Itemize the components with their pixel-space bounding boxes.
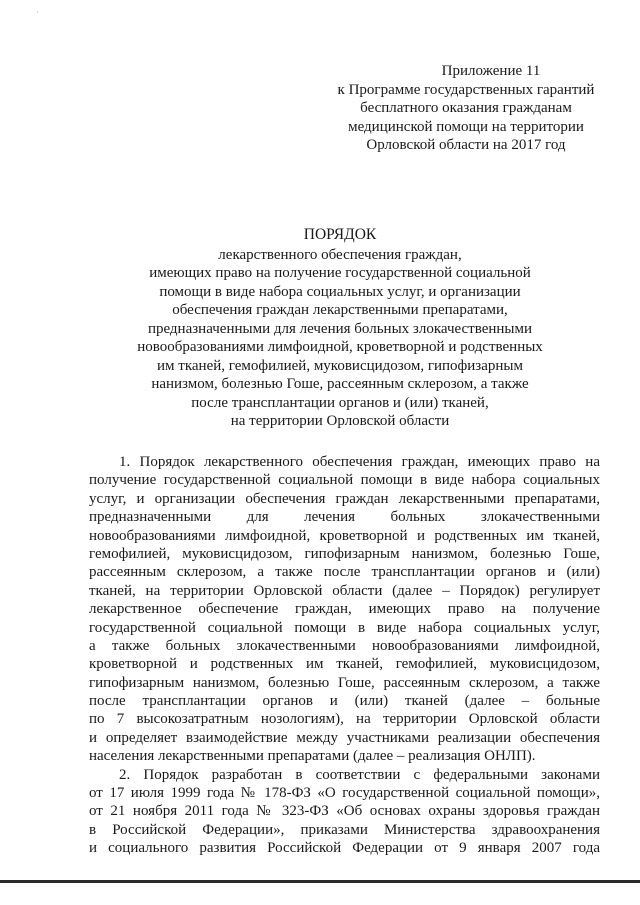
appendix-line: бесплатного оказания гражданам — [360, 100, 572, 116]
paragraph-1-line: по 7 высокозатратным нозологиям), на территории Орловской области — [89, 711, 600, 728]
paragraph-2-line: от 21 ноября 2011 года № 323-ФЗ «Об основах охраны здоровья граждан — [89, 803, 600, 820]
paragraph-2-line: в Российской Федерации», приказами Министерства здравоохранения — [89, 821, 600, 838]
title-line: им тканей, гемофилией, муковисцидозом, гипофизарным — [157, 357, 523, 374]
paragraph-1-line: тканей, на территории Орловской области (далее – Порядок) регулирует — [89, 582, 600, 599]
title-line: новообразованиями лимфоидной, кроветворной и родственных — [137, 339, 543, 355]
title-line: предназначенными для лечения больных злокачественными — [147, 320, 533, 337]
paragraph-1-line: рассеянным склерозом, а также после трансплантации органов и (или) — [89, 564, 600, 581]
title-line: на территории Орловской области — [230, 413, 450, 429]
document-body — [89, 453, 600, 858]
appendix-line: Орловской области на 2017 год — [366, 137, 566, 153]
title-line: после трансплантации органов и (или) тканей, — [191, 394, 489, 411]
paragraph-1-line: населения лекарственными препаратами (далее – реализация ОНЛП). — [89, 748, 536, 765]
paragraph-1-line: государственной социальной помощи в виде набора социальных услуг, — [89, 619, 600, 636]
title-heading: ПОРЯДОК — [303, 226, 377, 243]
title-line: помощи в виде набора социальных услуг, и организации — [159, 283, 521, 300]
title-line: нанизмом, болезнью Гоше, рассеянным склерозом, а также — [151, 376, 529, 392]
document-title — [80, 226, 600, 431]
appendix-line: Приложение 11 — [441, 63, 541, 79]
title-line: лекарственного обеспечения граждан, — [218, 246, 462, 263]
paragraph-2-line: от 17 июля 1999 года № 178-ФЗ «О государственной социальной помощи», — [89, 785, 600, 802]
paragraph-1-line: услуг, и организации обеспечения граждан лекарственными препаратами, — [89, 490, 600, 507]
paragraph-1-line: и определяет взаимодействие между участниками реализации обеспечения — [89, 729, 600, 746]
paragraph-1-line: новообразованиями лимфоидной, кроветворной и родственных им тканей, — [89, 527, 600, 544]
title-line: обеспечения граждан лекарственными препаратами, — [172, 302, 508, 318]
paragraph-2-line: 2. Порядок разработан в соответствии с федеральными законами — [119, 766, 600, 783]
paragraph-1-line: а также больных злокачественными новообразованиями лимфоидной, — [89, 637, 600, 654]
scan-bottom-edge — [0, 880, 640, 883]
scan-mark: · — [36, 8, 39, 17]
paragraph-1-line: предназначенными для лечения больных злокачественными — [89, 509, 600, 526]
appendix-line: к Программе государственных гарантий — [337, 81, 595, 98]
title-line: имеющих право на получение государственной социальной — [149, 265, 531, 281]
paragraph-1-line: гемофилией, муковисцидозом, гипофизарным нанизмом, болезнью Гоше, — [89, 545, 600, 562]
paragraph-1-line: кроветворной и родственных им тканей, гемофилией, муковисцидозом, — [89, 656, 600, 673]
appendix-line: медицинской помощи на территории — [348, 118, 584, 135]
paragraph-1-line: получение государственной социальной помощи в виде набора социальных — [89, 472, 600, 489]
paragraph-1-line: гипофизарным нанизмом, болезнью Гоше, рассеянным склерозом, а также — [89, 674, 600, 691]
paragraph-1-line: после трансплантации органов и (или) тканей (далее – больные — [89, 693, 600, 710]
paragraph-2-line: и социального развития Российской Федерации от 9 января 2007 года — [89, 840, 600, 857]
appendix-block — [330, 62, 602, 155]
paragraph-1-line: лекарственное обеспечение граждан, имеющих право на получение — [89, 601, 600, 618]
paragraph-1-line: 1. Порядок лекарственного обеспечения граждан, имеющих право на — [119, 454, 600, 470]
